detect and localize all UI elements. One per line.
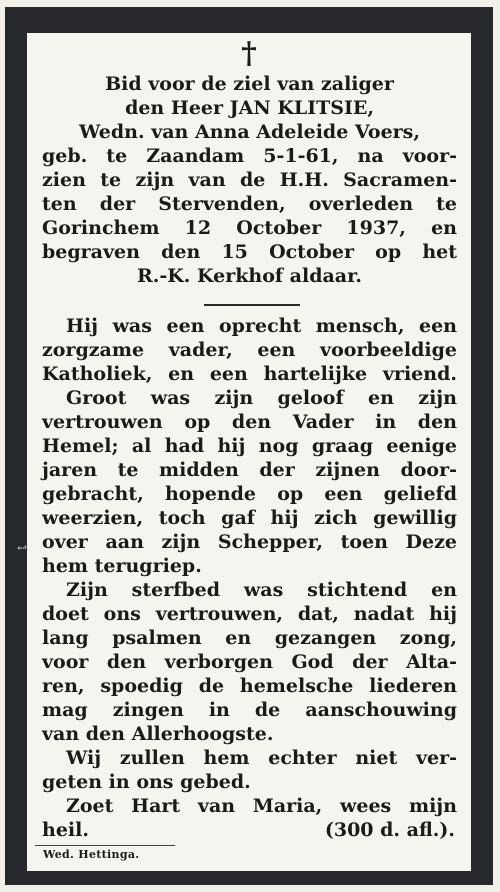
intro-line: Bid voor de ziel van zaliger bbox=[105, 73, 394, 95]
card-paper bbox=[27, 33, 471, 871]
intro-line: zien te zijn van de H.H. Sacramen- bbox=[42, 169, 457, 191]
cross-icon: † bbox=[241, 36, 257, 71]
edge-mark: ↩ bbox=[17, 541, 28, 555]
body-line: zorgzame vader, een voorbeeldige bbox=[42, 339, 457, 361]
body-line: vertrouwen op den Vader in den bbox=[42, 411, 457, 433]
body-line: Katholiek, en een hartelijke vriend. bbox=[42, 363, 457, 385]
body-line: voor den verborgen God der Alta- bbox=[42, 651, 457, 673]
intro-line: begraven den 15 October op het bbox=[42, 241, 457, 263]
intro-line: ten der Stervenden, overleden te bbox=[42, 193, 457, 215]
memorial-card bbox=[5, 7, 493, 885]
body-line: ren, spoedig de hemelsche liederen bbox=[42, 675, 457, 697]
body-line: over aan zijn Schepper, toen Deze bbox=[42, 531, 457, 553]
body-line: mag zingen in de aanschouwing bbox=[42, 699, 457, 721]
indulgence-note: (300 d. afl.). bbox=[324, 819, 455, 841]
body-line: Groot was zijn geloof en zijn bbox=[66, 387, 457, 409]
body-line: Wij zullen hem echter niet ver- bbox=[66, 747, 457, 769]
body-line: gebracht, hopende op een geliefd bbox=[42, 483, 457, 505]
final-word: heil. bbox=[42, 819, 89, 841]
body-line: Hij was een oprecht mensch, een bbox=[66, 315, 457, 337]
closing-line bbox=[42, 818, 457, 842]
eulogy-text bbox=[42, 314, 457, 842]
divider-rule bbox=[204, 304, 300, 306]
intro-paragraph bbox=[42, 72, 457, 288]
printer-divider bbox=[35, 845, 175, 846]
intro-line: den Heer JAN KLITSIE, bbox=[125, 97, 374, 119]
body-line: Zijn sterfbed was stichtend en bbox=[66, 579, 457, 601]
body-line: lang psalmen en gezangen zong, bbox=[42, 627, 457, 649]
intro-line: R.-K. Kerkhof aldaar. bbox=[137, 265, 362, 287]
body-line: hem terugriep. bbox=[42, 555, 202, 577]
intro-line: Gorinchem 12 October 1937, en bbox=[42, 217, 457, 239]
body-line: van den Allerhoogste. bbox=[42, 723, 274, 745]
body-line: geten in ons gebed. bbox=[42, 771, 251, 793]
body-line: Zoet Hart van Maria, wees mijn bbox=[66, 795, 457, 817]
body-line: weerzien, toch gaf hij zich gewillig bbox=[42, 507, 457, 529]
printer-credit: Wed. Hettinga. bbox=[43, 848, 140, 861]
body-line: jaren te midden der zijnen door- bbox=[42, 459, 457, 481]
intro-line: Wedn. van Anna Adeleide Voers, bbox=[79, 121, 420, 143]
body-line: Hemel; al had hij nog graag eenige bbox=[42, 435, 457, 457]
body-line: doet ons vertrouwen, dat, nadat hij bbox=[42, 603, 457, 625]
intro-line: geb. te Zaandam 5-1-61, na voor- bbox=[42, 145, 457, 167]
